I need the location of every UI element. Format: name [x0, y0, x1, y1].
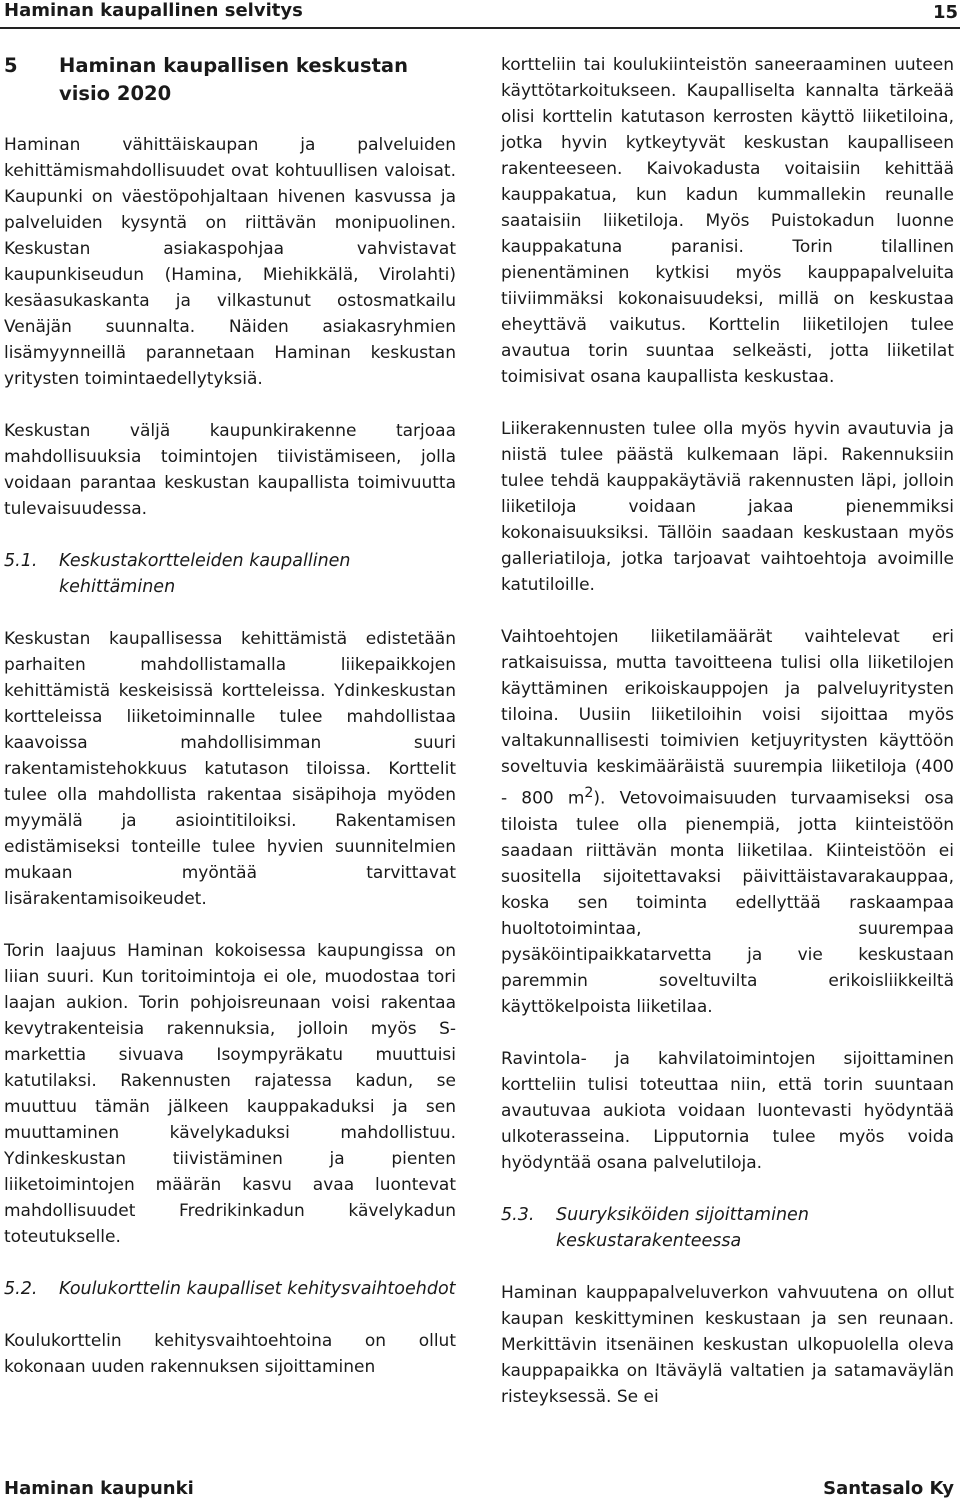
paragraph-text: Vaihtoehtojen liiketilamäärät vaihtelevat eri ratkaisuissa, mutta tavoitteena tulisi olla liiketilojen käyttäminen erikoiskauppojen ja palveluyritysten tiloina. Uusiin liiketiloihin voisi sijoittaa myös valtakunnallisesti toimivien ketjuyritysten käyttöön soveltuvia keskimääräistä suurempia liiketiloja (400 - 800 m [501, 627, 954, 809]
superscript: 2 [584, 785, 594, 801]
paragraph-text: ). Vetovoimaisuuden turvaamiseksi osa tiloista tulee olla pienempiä, jotta kiinteistöön saadaan riittävän monta liiketilaa. Kiinteistöön ei suositella sijoitettavaksi päivittäistavarakauppaa, koska sen toiminta edellyttää raskaampaa huoltotoimintaa, suurempaa pysäköintipaikkatarvetta ja vie keskustaan paremmin soveltuvilta erikoisliikkeiltä käyttökelpoista liiketilaa. [501, 788, 955, 1017]
section-title: Koulukorttelin kaupalliset kehitysvaihtoehdot [59, 1279, 456, 1299]
section-number: 5 [4, 54, 18, 77]
paragraph: Haminan kauppapalveluverkon vahvuutena on ollut kaupan keskittyminen keskustaan ja sen reunaan. Merkittävin itsenäinen keskustan ulkopuolella oleva kauppapaikka on Itäväylä valtatien ja satamaväylän risteyksessä. Se ei [501, 1282, 954, 1407]
section-5-2-heading [4, 1276, 456, 1302]
paragraph: Haminan vähittäiskaupan ja palveluiden kehittämismahdollisuudet ovat kohtuullisen valoisat. Kaupunki on väestöpohjaltaan hivenen kasvussa ja palveluiden kysyntä on riittävän monipuolinen. Keskustan asiakaspohjaa vahvistavat kaupunkiseudun (Hamina, Miehikkälä, Virolahti) kesäasukaskanta ja vilkastunut ostosmatkailu Venäjän suunnalta. Näiden asiakasryhmien lisämyynneillä parannetaan Haminan keskustan yritysten toimintaedellytyksiä. [4, 135, 456, 389]
page-number: 15 [932, 2, 958, 23]
paragraph: Torin laajuus Haminan kokoisessa kaupungissa on liian suuri. Kun toritoimintoja ei ole, muodostaa tori laajan aukion. Torin pohjoisreunaan voisi rakentaa kevytrakenteisia rakennuksia, jolloin myös S-markettia sivuava Isoympyräkatu muuttuisi katutilaksi. Rakennusten rajatessa kadun, se muuttuu tämän jälkeen kauppakaduksi ja sen muuttaminen kävelykaduksi mahdollistuu. Ydinkeskustan tiivistäminen ja pienten liiketoimintojen määrän kasvu avaa luontevat mahdollisuudet Fredrikinkadun kävelykadun toteutukselle. [4, 941, 456, 1247]
footer-right: Santasalo Ky [823, 1478, 954, 1499]
page-header [0, 0, 960, 26]
section-number: 5.1. [4, 551, 38, 571]
left-column [4, 52, 456, 1406]
right-column [501, 52, 954, 1436]
section-5-3-heading [501, 1202, 954, 1254]
section-5-heading [4, 52, 456, 108]
paragraph: Ravintola- ja kahvilatoimintojen sijoittaminen kortteliin tulisi toteuttaa niin, että torin suuntaan avautuvaa aukiota voidaan luontevasti hyödyntää ulkoterasseina. Lipputornia tulee myös voida hyödyntää osana palvelutiloja. [501, 1048, 954, 1173]
paragraph [501, 624, 954, 1020]
header-rule [0, 27, 960, 29]
paragraph: Koulukorttelin kehitysvaihtoehtoina on ollut kokonaan uuden rakennuksen sijoittaminen [4, 1331, 456, 1377]
footer-left: Haminan kaupunki [4, 1478, 194, 1499]
paragraph: kortteliin tai koulukiinteistön saneeraaminen uuteen käyttötarkoitukseen. Kaupalliselta kannalta tärkeää olisi korttelin katutason kerrosten käyttö liiketiloina, jotka hyvin kytkeytyvät keskustan kaupalliseen rakenteeseen. Kaivokadusta voitaisiin kehittää kauppakatua, kun kadun kummallekin reunalle saataisiin liiketiloja. Myös Puistokadun luonne kauppakatuna paranisi. Torin tilallinen pienentäminen kytkisi myös kauppapalveluita tiiviimmäksi kokonaisuudeksi, millä on keskustaa eheyttävä vaikutus. Korttelin liiketilojen tulee avautua torin suuntaa selkeästi, jotta liiketilat toimisivat osana kaupallista keskustaa. [501, 55, 954, 387]
running-title: Haminan kaupallinen selvitys [4, 0, 303, 21]
section-title: Haminan kaupallisen keskustan visio 2020 [59, 54, 408, 105]
section-title: Keskustakortteleiden kaupallinen kehittäminen [59, 551, 351, 597]
section-number: 5.2. [4, 1279, 38, 1299]
paragraph: Keskustan kaupallisessa kehittämistä edistetään parhaiten mahdollistamalla liikepaikkojen kehittämistä keskeisissä kortteleissa. Ydinkeskustan kortteleissa liiketoiminnalle tulee mahdollistaa kaavoissa mahdollisimman suuri rakentamistehokkuus katutason tiloissa. Korttelit tulee olla mahdollista rakentaa sisäpihoja myöden myymälä ja asiointitiloiksi. Rakentamisen edistämiseksi tonteille tulee hyvien suunnitelmien mukaan myöntää tarvittavat lisärakentamisoikeudet. [4, 629, 456, 909]
section-number: 5.3. [501, 1204, 535, 1225]
paragraph: Keskustan väljä kaupunkirakenne tarjoaa mahdollisuuksia toimintojen tiivistämiseen, jolla voidaan parantaa keskustan kaupallista toimivuutta tulevaisuudessa. [4, 421, 456, 519]
section-title: Suuryksiköiden sijoittaminen keskustarakenteessa [556, 1204, 809, 1251]
section-5-1-heading [4, 548, 456, 600]
page-footer [0, 1478, 960, 1504]
paragraph: Liikerakennusten tulee olla myös hyvin avautuvia ja niistä tulee päästä kulkemaan läpi. Rakennuksiin tulee tehdä kauppakäytäviä rakennusten läpi, jolloin liiketiloja voidaan jakaa pienemmiksi kokonaisuuksiksi. Tällöin saadaan keskustaan myös galleriatiloja, jotka tarjoavat vaihtoehtoja avoimille katutiloille. [501, 419, 954, 595]
